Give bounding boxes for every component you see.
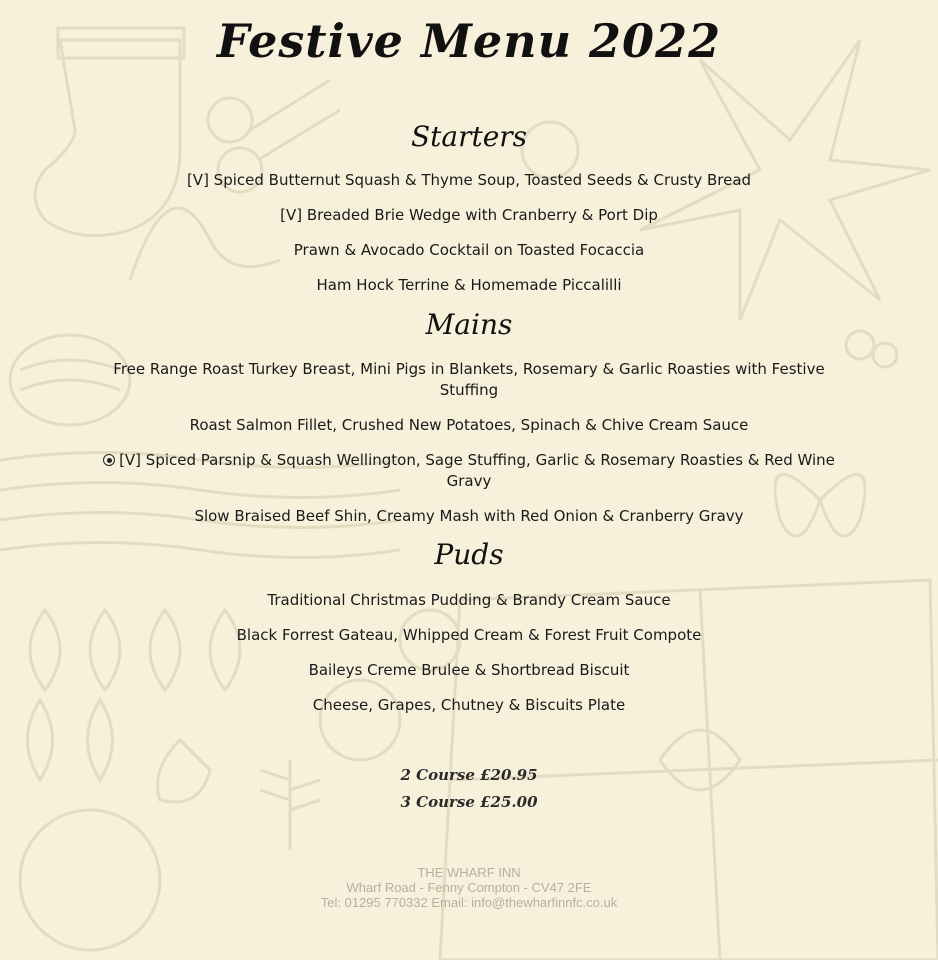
menu-item: Prawn & Avocado Cocktail on Toasted Focaccia [293, 241, 645, 259]
menu-item: Ham Hock Terrine & Homemade Piccalilli [316, 276, 622, 294]
menu-item: Slow Braised Beef Shin, Creamy Mash with Red Onion & Cranberry Gravy [194, 507, 744, 525]
menu-item: Black Forrest Gateau, Whipped Cream & Forest Fruit Compote [236, 626, 702, 644]
footer-contact: Tel: 01295 770332 Email: info@thewharfinnfc.co.uk [320, 895, 618, 910]
footer-venue-name: THE WHARF INN [417, 865, 521, 880]
menu-item-vegan [100, 450, 838, 492]
menu-item-text: [V] Spiced Parsnip & Squash Wellington, Sage Stuffing, Garlic & Rosemary Roasties & Red Wine Gravy [119, 451, 835, 490]
menu-item: Roast Salmon Fillet, Crushed New Potatoes, Spinach & Chive Cream Sauce [189, 416, 749, 434]
menu-item: [V] Breaded Brie Wedge with Cranberry & Port Dip [280, 206, 658, 224]
section-heading-mains: Mains [425, 308, 513, 341]
menu-title: Festive Menu 2022 [216, 14, 722, 68]
menu-item: [V] Spiced Butternut Squash & Thyme Soup, Toasted Seeds & Crusty Bread [186, 171, 752, 189]
section-heading-puds: Puds [434, 538, 504, 571]
menu-item: Cheese, Grapes, Chutney & Biscuits Plate [312, 696, 626, 714]
menu-item: Free Range Roast Turkey Breast, Mini Pigs in Blankets, Rosemary & Garlic Roasties with Festive Stuffing [113, 360, 825, 399]
price-three-course: 3 Course £25.00 [400, 793, 538, 811]
vegan-icon [103, 454, 115, 466]
section-heading-starters: Starters [410, 120, 528, 153]
menu-item: Baileys Creme Brulee & Shortbread Biscuit [308, 661, 630, 679]
footer-address: Wharf Road - Fenny Compton - CV47 2FE [346, 880, 592, 895]
price-two-course: 2 Course £20.95 [400, 766, 538, 784]
menu-item: Traditional Christmas Pudding & Brandy Cream Sauce [267, 591, 671, 609]
